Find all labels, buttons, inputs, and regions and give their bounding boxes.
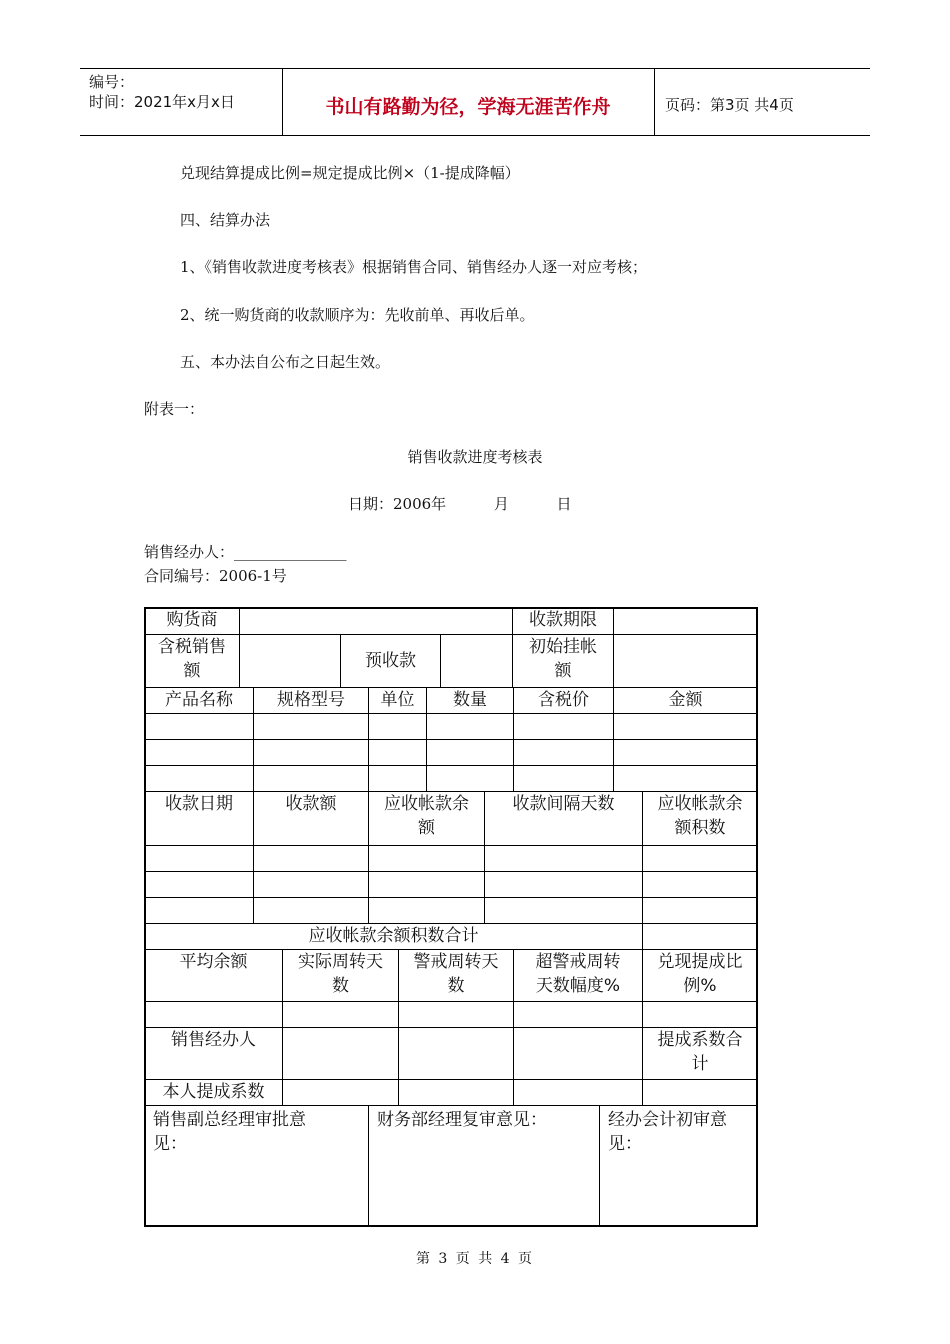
table-cell[interactable] (144, 871, 254, 898)
table-cell[interactable] (253, 871, 369, 898)
doc-time-label: 时间：2021年x月x日 (89, 93, 235, 111)
table-cell[interactable] (282, 1027, 399, 1080)
accountant-review-box[interactable]: 经办会计初审意 见： (599, 1105, 758, 1227)
table-cell[interactable] (368, 765, 427, 792)
progress-assessment-form (144, 607, 758, 1227)
header-divider-right (654, 68, 655, 136)
table-cell[interactable] (398, 1001, 514, 1028)
header-top-rule (80, 68, 870, 69)
table-cell[interactable] (484, 897, 643, 924)
table-cell[interactable] (613, 739, 758, 766)
section-5-heading: 五、本办法自公布之日起生效。 (180, 353, 391, 371)
header-interval-days: 收款间隔天数 (484, 791, 643, 846)
table-cell[interactable] (253, 897, 369, 924)
header-ar-accumulation: 应收帐款余 额积数 (642, 791, 758, 846)
header-unit: 单位 (368, 687, 427, 714)
header-receipt-amount: 收款额 (253, 791, 369, 846)
table-cell[interactable] (426, 739, 514, 766)
label-sales-agent: 销售经办人 (144, 1027, 283, 1080)
table-cell[interactable] (253, 739, 369, 766)
table-cell[interactable] (484, 845, 643, 872)
table-cell[interactable] (398, 1079, 514, 1106)
label-prepayment: 预收款 (340, 634, 441, 688)
table-cell[interactable] (144, 765, 254, 792)
input-ar-accumulation-total[interactable] (642, 923, 758, 950)
rule-item-1: 1、《销售收款进度考核表》根据销售合同、销售经办人逐一对应考核； (180, 258, 648, 276)
header-warning-turnover: 警戒周转天 数 (398, 949, 514, 1002)
label-initial-balance: 初始挂帐 额 (512, 634, 614, 688)
table-cell[interactable] (144, 897, 254, 924)
header-spec: 规格型号 (253, 687, 369, 714)
table-cell[interactable] (426, 765, 514, 792)
table-cell[interactable] (513, 739, 614, 766)
table-cell[interactable] (484, 871, 643, 898)
sales-agent-line: 销售经办人：_______________ (144, 543, 347, 561)
table-cell[interactable] (642, 1079, 758, 1106)
table-cell[interactable] (144, 845, 254, 872)
table-cell[interactable] (368, 713, 427, 740)
table-cell[interactable] (642, 845, 758, 872)
page-footer: 第 3 页 共 4 页 (415, 1251, 535, 1267)
header-average-balance: 平均余额 (144, 949, 283, 1002)
table-cell[interactable] (513, 1001, 643, 1028)
header-over-warning: 超警戒周转 天数幅度% (513, 949, 643, 1002)
form-title: 销售收款进度考核表 (407, 448, 543, 466)
header-ar-balance: 应收帐款余 额 (368, 791, 485, 846)
header-quantity: 数量 (426, 687, 514, 714)
label-taxed-sales: 含税销售 额 (144, 634, 240, 688)
table-cell[interactable] (513, 1079, 643, 1106)
table-cell[interactable] (253, 765, 369, 792)
table-cell[interactable] (613, 765, 758, 792)
table-cell[interactable] (426, 713, 514, 740)
header-meta (89, 72, 235, 112)
input-term[interactable] (613, 607, 758, 635)
input-taxed-sales[interactable] (239, 634, 341, 688)
table-cell[interactable] (144, 713, 254, 740)
table-cell[interactable] (368, 871, 485, 898)
vp-approval-box[interactable]: 销售副总经理审批意 见： (144, 1105, 369, 1227)
header-page-info: 页码：第3页 共4页 (665, 96, 794, 114)
table-cell[interactable] (513, 713, 614, 740)
table-cell[interactable] (642, 871, 758, 898)
header-product-name: 产品名称 (144, 687, 254, 714)
table-cell[interactable] (282, 1079, 399, 1106)
table-cell[interactable] (144, 739, 254, 766)
finance-review-box[interactable]: 财务部经理复审意见： (368, 1105, 600, 1227)
label-ar-accumulation-total: 应收帐款余额积数合计 (144, 923, 643, 950)
formula-text: 兑现结算提成比例=规定提成比例×（1-提成降幅） (180, 164, 520, 182)
rule-item-2: 2、统一购货商的收款顺序为：先收前单、再收后单。 (180, 306, 535, 324)
table-cell[interactable] (282, 1001, 399, 1028)
contract-number-line: 合同编号：2006-1号 (144, 567, 287, 585)
label-own-coefficient: 本人提成系数 (144, 1079, 283, 1106)
header-bottom-rule (80, 135, 870, 136)
doc-number-label: 编号： (89, 73, 135, 91)
header-receipt-date: 收款日期 (144, 791, 254, 846)
table-cell[interactable] (398, 1027, 514, 1080)
input-initial-balance[interactable] (613, 634, 758, 688)
label-term: 收款期限 (512, 607, 614, 635)
table-cell[interactable] (368, 897, 485, 924)
appendix-label: 附表一： (144, 400, 205, 418)
input-prepayment[interactable] (440, 634, 513, 688)
table-cell[interactable] (144, 1001, 283, 1028)
table-cell[interactable] (513, 1027, 643, 1080)
label-coefficient-total: 提成系数合 计 (642, 1027, 758, 1080)
header-taxed-price: 含税价 (513, 687, 614, 714)
form-date-line: 日期：2006年 月 日 (348, 495, 572, 513)
table-cell[interactable] (613, 713, 758, 740)
table-cell[interactable] (253, 845, 369, 872)
label-buyer: 购货商 (144, 607, 240, 635)
input-buyer[interactable] (239, 607, 513, 635)
table-cell[interactable] (253, 713, 369, 740)
header-actual-turnover: 实际周转天 数 (282, 949, 399, 1002)
table-cell[interactable] (368, 845, 485, 872)
table-cell[interactable] (642, 897, 758, 924)
header-motto: 书山有路勤为径，学海无涯苦作舟 (325, 96, 611, 118)
header-cash-ratio: 兑现提成比 例% (642, 949, 758, 1002)
table-cell[interactable] (513, 765, 614, 792)
table-cell[interactable] (642, 1001, 758, 1028)
table-cell[interactable] (368, 739, 427, 766)
header-amount: 金额 (613, 687, 758, 714)
section-4-heading: 四、结算办法 (180, 211, 271, 229)
